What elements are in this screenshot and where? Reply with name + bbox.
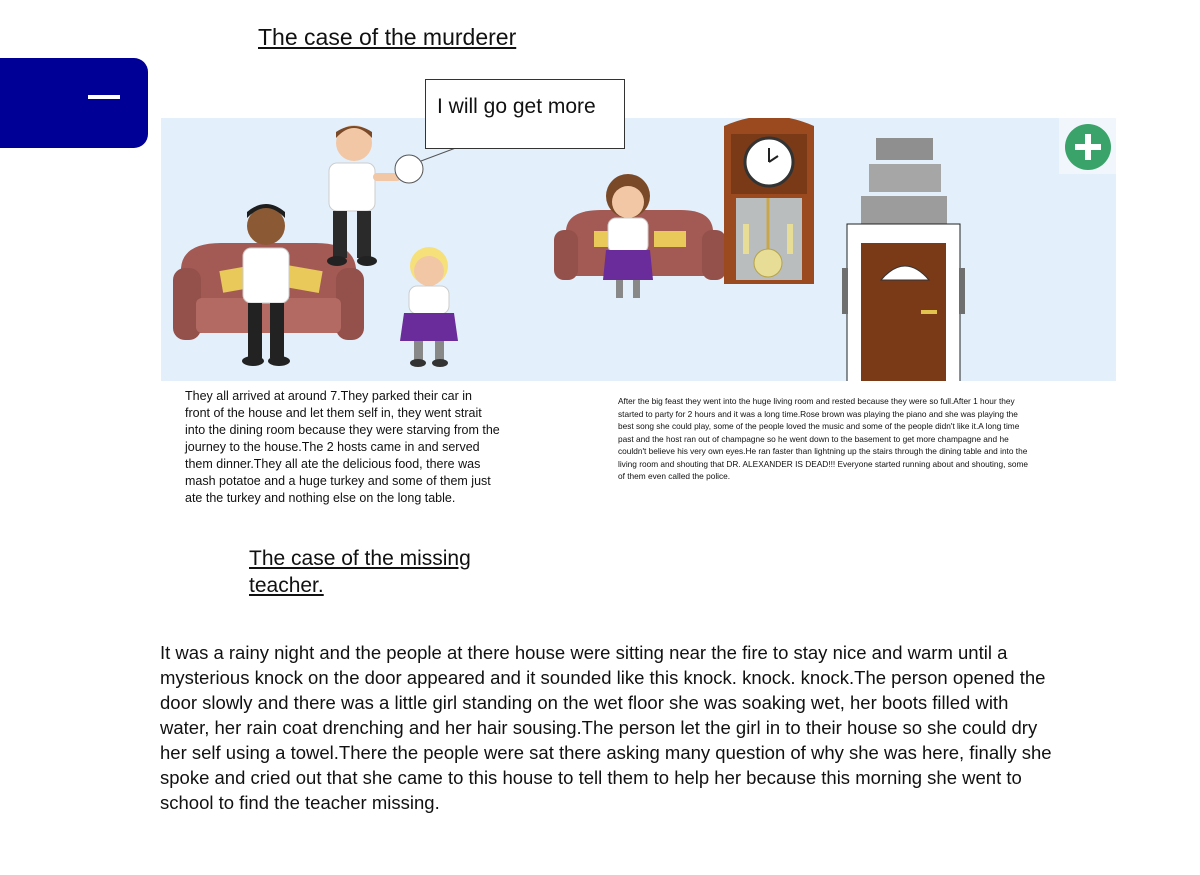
plus-circle-icon <box>1059 118 1116 174</box>
woman-character <box>603 174 653 298</box>
door-tower <box>842 138 965 381</box>
paragraph-rainy-night: It was a rainy night and the people at there house were sitting near the fire to stay nice and warm until a mysterious knock on the door appeared and it sounded like this knock. knock. knock.The person opened the door slowly and there was a little girl standing on the wet floor she was soaking wet, her boots filled with water, her rain coat drenching and her hair sousing.The person let the girl in to their house so she could dry her self using a towel.There the people were sat there asking many question of why she was here, finally she spoke and cried out that she came to this house to tell them to help her because this morning she went to school to find the teacher missing. <box>160 642 1052 813</box>
paragraph-feast: After the big feast they went into the huge living room and rested because they were so full.After 1 hour they started to party for 2 hours and it was a long time.Rose brown was playing the piano and she was playing the best song she could play, some of the people loved the music and some of the people didn't like it.A long time past and the host ran out of champagne so he went down to the basement to get more champagne and he couldn't believe his very own eyes.He ran faster than lightning up the stairs through the dining table and into the living room and shouting that DR. ALEXANDER IS DEAD!!! Everyone started running about and shouting, some of them even called the police. <box>618 396 1028 481</box>
blonde-girl-character <box>400 247 458 367</box>
zoom-in-button[interactable] <box>1059 118 1116 174</box>
title-murderer: The case of the murderer <box>258 24 517 50</box>
scene-illustration <box>161 118 1116 381</box>
title-missing-teacher: The case of the missing teacher. <box>249 547 471 597</box>
man-character <box>327 125 401 266</box>
speech-bubble: I will go get more <box>425 79 625 149</box>
illustration-scene <box>161 118 1116 381</box>
speech-connector <box>395 146 461 183</box>
boy-character <box>242 204 290 366</box>
minus-icon <box>0 58 148 148</box>
zoom-out-button[interactable] <box>0 58 148 148</box>
grandfather-clock <box>724 118 814 284</box>
paragraph-arrival: They all arrived at around 7.They parked their car in front of the house and let them self in, they went strait into the dining room because they were starving from the journey to the house.The 2 hosts came in and served them dinner.They all ate the delicious food, there was mash potatoe and a huge turkey and some of them just ate the turkey and nothing else on the long table. <box>185 389 500 505</box>
